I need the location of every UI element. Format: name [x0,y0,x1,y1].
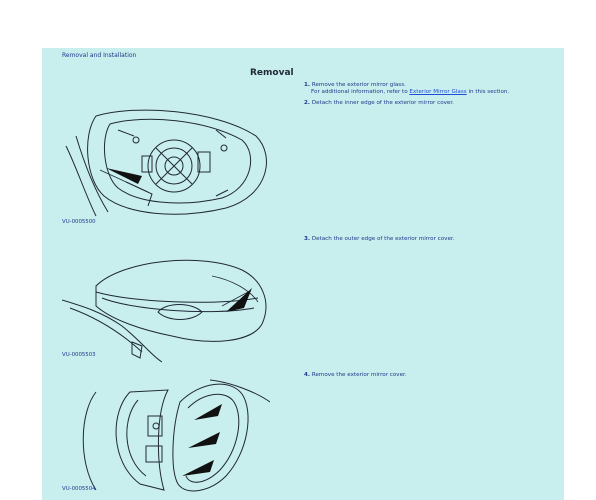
step-2 [304,100,454,107]
figure-code: VU-0005503 [62,352,96,358]
figure-code: VU-0005500 [62,219,96,225]
step-subtext [304,89,509,96]
step-4 [304,372,407,379]
step-text: Detach the outer edge of the exterior mirror cover. [311,236,455,242]
step-text: Remove the exterior mirror glass. [311,82,406,88]
step-number: 4. [304,372,311,378]
mirror-housing-illustration [56,96,271,224]
step-subtext-prefix: For additional information, refer to [311,89,410,95]
document-page [42,48,564,500]
figure-code: VU-0005504 [62,486,96,492]
step-1 [304,82,509,96]
exterior-mirror-glass-link[interactable]: Exterior Mirror Glass [409,89,467,95]
step-text: Remove the exterior mirror cover. [311,372,407,378]
step-subtext-suffix: in this section. [466,89,510,95]
page-heading: Removal [250,68,294,78]
step-number: 3. [304,236,311,242]
step-3 [304,236,454,243]
mirror-cover-illustration [62,246,272,364]
mirror-cover-removal-illustration [60,372,270,496]
step-number: 1. [304,82,311,88]
step-text: Detach the inner edge of the exterior mirror cover. [311,100,454,106]
step-number: 2. [304,100,311,106]
section-title: Removal and Installation [62,52,137,59]
